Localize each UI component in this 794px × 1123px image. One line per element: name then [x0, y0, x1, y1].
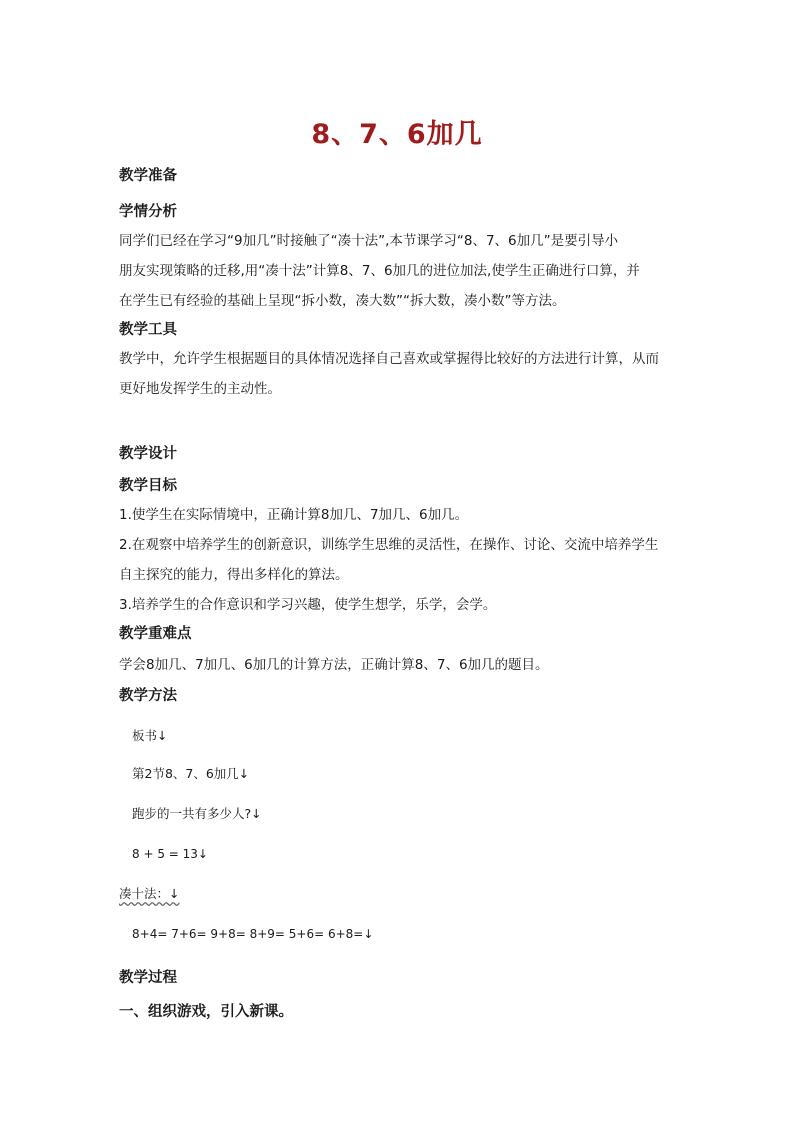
heading-analysis: 学情分析: [119, 204, 177, 220]
goal-item: 自主探究的能力，得出多样化的算法。: [119, 567, 349, 583]
heading-goals: 教学目标: [119, 478, 177, 494]
board-equation: 8 + 5 = 13↓: [132, 847, 208, 861]
heading-methods: 教学方法: [119, 688, 177, 704]
key-points-text: 学会8加几、7加几、6加几的计算方法，正确计算8、7、6加几的题目。: [119, 657, 549, 673]
goals-list: [119, 500, 679, 620]
process-step-1: 一、组织游戏，引入新课。: [119, 1004, 293, 1020]
analysis-line: 同学们已经在学习“9加几”时接触了“凑十法”,本节课学习“8、7、6加几”是要引导小: [119, 233, 619, 249]
make-ten-label: 凑十法：↓: [119, 886, 180, 901]
document-body: [119, 160, 679, 1022]
tools-line: 教学中，允许学生根据题目的具体情况选择自己喜欢或掌握得比较好的方法进行计算，从而: [119, 351, 659, 367]
heading-tools: 教学工具: [119, 322, 177, 338]
page-title: 8、7、6加几: [311, 119, 483, 150]
heading-design: 教学设计: [119, 446, 177, 462]
goal-item: 2.在观察中培养学生的创新意识，训练学生思维的灵活性，在操作、讨论、交流中培养学生: [119, 537, 659, 553]
board-question: 跑步的一共有多少人?↓: [132, 806, 262, 821]
goal-item: 3.培养学生的合作意识和学习兴趣，使学生想学，乐学，会学。: [119, 597, 497, 613]
tools-line: 更好地发挥学生的主动性。: [119, 381, 281, 397]
board-writing-block: [119, 726, 679, 944]
board-make-ten: [119, 884, 679, 904]
board-label: 板书↓: [132, 728, 168, 743]
board-exercises: 8+4= 7+6= 9+8= 8+9= 5+6= 6+8=↓: [132, 927, 374, 941]
analysis-line: 朋友实现策略的迁移,用“凑十法”计算8、7、6加几的进位加法,使学生正确进行口算，并: [119, 263, 640, 279]
goal-item: 1.使学生在实际情境中，正确计算8加几、7加几、6加几。: [119, 507, 469, 523]
analysis-paragraph: [119, 226, 679, 316]
heading-process: 教学过程: [119, 970, 177, 986]
board-section-title: 第2节8、7、6加几↓: [132, 766, 250, 781]
heading-teaching-prep: 教学准备: [119, 168, 177, 184]
analysis-line: 在学生已有经验的基础上呈现“拆小数，凑大数”“拆大数，凑小数”等方法。: [119, 293, 566, 309]
heading-key-points: 教学重难点: [119, 626, 192, 642]
tools-paragraph: [119, 344, 679, 404]
